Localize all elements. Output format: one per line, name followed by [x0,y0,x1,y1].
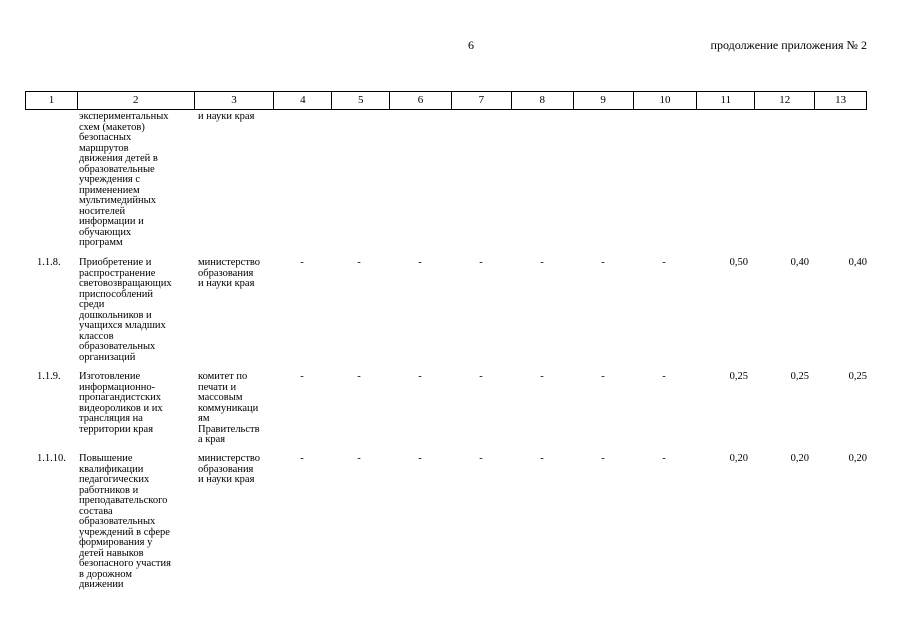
cell-col6: - [418,257,422,268]
cell-col11: 0,50 [729,257,748,268]
cell-col8: - [540,371,544,382]
cell-col9: - [601,371,605,382]
header-cell-8: 8 [511,92,573,109]
cell-col9: - [601,453,605,464]
row-number: 1.1.9. [37,371,61,382]
header-cell-10: 10 [633,92,697,109]
row-executor: комитет по печати и массовым коммуникаци ям Правительств а края [198,371,260,445]
cell-col7: - [479,257,483,268]
cell-col12: 0,25 [790,371,809,382]
row-number: 1.1.8. [37,257,61,268]
cell-col10: - [662,371,666,382]
cell-col11: 0,20 [729,453,748,464]
cell-col5: - [357,371,361,382]
cell-col10: - [662,257,666,268]
cell-col13: 0,20 [848,453,867,464]
row-name: Приобретение и распространение световозвращающих приспособлений среди дошкольников и учащихся младших классов образовательных организаций [79,257,172,363]
header-cell-6: 6 [389,92,451,109]
continuation-note: продолжение приложения № 2 [710,38,867,52]
table-header [25,91,867,110]
cell-col7: - [479,371,483,382]
cell-col6: - [418,371,422,382]
header-cell-3: 3 [194,92,274,109]
row-number: 1.1.10. [37,453,66,464]
cell-col13: 0,25 [848,371,867,382]
cell-col12: 0,20 [790,453,809,464]
cell-col10: - [662,453,666,464]
cell-col9: - [601,257,605,268]
header-cell-9: 9 [573,92,633,109]
cell-col4: - [300,257,304,268]
cell-col12: 0,40 [790,257,809,268]
cell-col11: 0,25 [729,371,748,382]
header-cell-2: 2 [77,92,194,109]
row-name: Повышение квалификации педагогических работников и преподавательского состава образовательных учреждений в сфере формирования у детей навыков безопасного участия в дорожном движении [79,453,171,590]
cell-col6: - [418,453,422,464]
header-cell-7: 7 [451,92,511,109]
cell-col5: - [357,257,361,268]
header-cell-11: 11 [696,92,754,109]
row-executor: и науки края [198,111,255,122]
header-cell-13: 13 [814,92,866,109]
page-number: 6 [468,38,474,52]
header-cell-1: 1 [48,94,55,106]
row-executor: министерство образования и науки края [198,257,261,289]
cell-col5: - [357,453,361,464]
header-cell-4: 4 [273,92,331,109]
header-cell-12: 12 [754,92,814,109]
cell-col8: - [540,257,544,268]
header-cell-5: 5 [331,92,389,109]
cell-col4: - [300,453,304,464]
cell-col7: - [479,453,483,464]
row-name: Изготовление информационно- пропагандистских видеороликов и их трансляция на территории края [79,371,163,435]
cell-col8: - [540,453,544,464]
row-name: экспериментальных схем (макетов) безопасных маршрутов движения детей в образовательные учреждения с применением мультимедийных носителей информации и обучающих программ [79,111,169,248]
cell-col4: - [300,371,304,382]
row-executor: министерство образования и науки края [198,453,261,485]
cell-col13: 0,40 [848,257,867,268]
